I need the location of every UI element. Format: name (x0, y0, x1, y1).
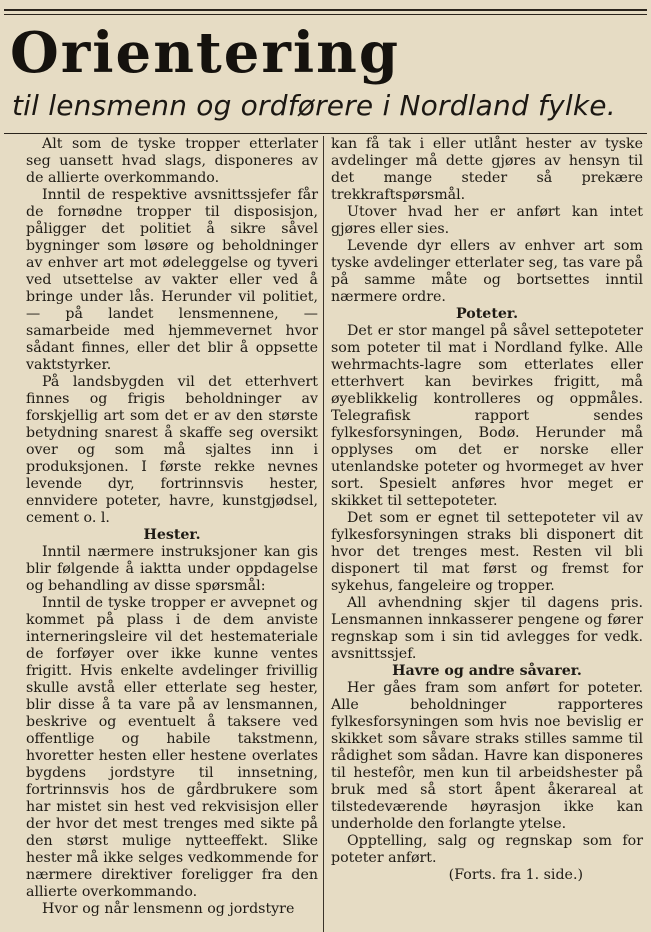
paragraph: Det som er egnet til settepoteter vil av fylkesforsyningen straks bli disponert dit hvor det trenges mest. Resten vil bli disponert til mat først og fremst for sykehus, fangeleire og tropper. (331, 510, 643, 594)
paragraph: Utover hvad her er anført kan intet gjøres eller sies. (331, 204, 643, 237)
paragraph: Inntil de tyske tropper er avvepnet og kommet på plass i de dem anviste interneringsleire vil det hestemateriale de forføyer over ikke kunne ventes frigitt. Hvis enkelte avdelinger frivillig skulle avstå eller etterlate seg hester, blir disse å ta vare på av lensmannen, beskrive og eventuelt å taksere ved offentlige og habile takstmenn, hvoretter hesten eller hestene overlates bygdens jordstyre til innsetning, fortrinnsvis hos de gårdbrukere som har mistet sin hest ved rekvisisjon eller der hvor det mest trenges med sikte på den størst mulige nytteeffekt. Slike hester må ikke selges vedkommende for nærmere direktiver foreligger fra den allierte overkommando. (26, 595, 318, 900)
headline: Orientering (10, 20, 401, 86)
article-column-left (26, 136, 318, 918)
subheadline: til lensmenn og ordførere i Nordland fylke. (12, 89, 616, 122)
header-rule (4, 133, 647, 134)
top-rule-thin (4, 14, 647, 15)
top-rule (4, 9, 647, 11)
section-heading: Hester. (143, 527, 201, 543)
paragraph: kan få tak i eller utlånt hester av tyske avdelinger må dette gjøres av hensyn til det mange steder så prekære trekkraftspørsmål. (331, 136, 643, 203)
paragraph: All avhendning skjer til dagens pris. Lensmannen innkasserer pengene og fører regnskap som i sin tid avlegges for vedk. avsnittssjef. (331, 595, 643, 662)
section-heading: Havre og andre såvarer. (392, 663, 582, 679)
article-column-right (331, 136, 643, 884)
column-divider (323, 136, 324, 932)
paragraph: Her gåes fram som anført for poteter. Alle beholdninger rapporteres fylkesforsyningen som hvis noe bevislig er skikket som såvare straks stilles samme til rådighet som sådan. Havre kan disponeres til hestefôr, men kun til arbeidshester på bruk med så stort åpent åkerareal at tilstedeværende høyrasjon ikke kan underholde den forlangte ytelse. (331, 680, 643, 832)
paragraph: Inntil de respektive avsnittssjefer får de fornødne tropper til disposisjon, påligger det politiet å sikre såvel bygninger som løsøre og beholdninger av enhver art mot ødeleggelse og tyveri ved utsettelse av vakter eller ved å bringe under lås. Herunder vil politiet, — på landet lensmennene, — samarbeide med hjemmevernet hvor sådant finnes, eller det blir å oppsette vaktstyrker. (26, 187, 318, 373)
paragraph: Hvor og når lensmenn og jordstyre (42, 901, 295, 917)
section-heading: Poteter. (455, 306, 519, 322)
paragraph: Inntil nærmere instruksjoner kan gis blir følgende å iaktta under oppdagelse og behandling av disse spørsmål: (26, 544, 318, 594)
continuation-note: (Forts. fra 1. side.) (448, 867, 583, 883)
paragraph: På landsbygden vil det etterhvert finnes og frigis beholdninger av forskjellig art som det er av den største betydning snarest å skaffe seg oversikt over og som må sjaltes inn i produksjonen. I første rekke nevnes levende dyr, fortrinnsvis hester, ennvidere poteter, havre, kunstgjødsel, cement o. l. (26, 374, 318, 526)
paragraph: Det er stor mangel på såvel settepoteter som poteter til mat i Nordland fylke. Alle wehrmachts-lagre som etterlates eller etterhvert kan bevirkes frigitt, må øyeblikkelig kontrolleres og oppmåles. Telegrafisk rapport sendes fylkesforsyningen, Bodø. Herunder må opplyses om det er norske eller utenlandske poteter og hvormeget av hver sort. Spesielt anføres hvor meget er skikket til settepoteter. (331, 323, 643, 509)
paragraph: Levende dyr ellers av enhver art som tyske avdelinger etterlater seg, tas vare på på samme måte og bortsettes inntil nærmere ordre. (331, 238, 643, 305)
paragraph: Alt som de tyske tropper etterlater seg uansett hvad slags, disponeres av de allierte overkommando. (26, 136, 318, 186)
paragraph: Opptelling, salg og regnskap som for poteter anført. (331, 833, 643, 866)
